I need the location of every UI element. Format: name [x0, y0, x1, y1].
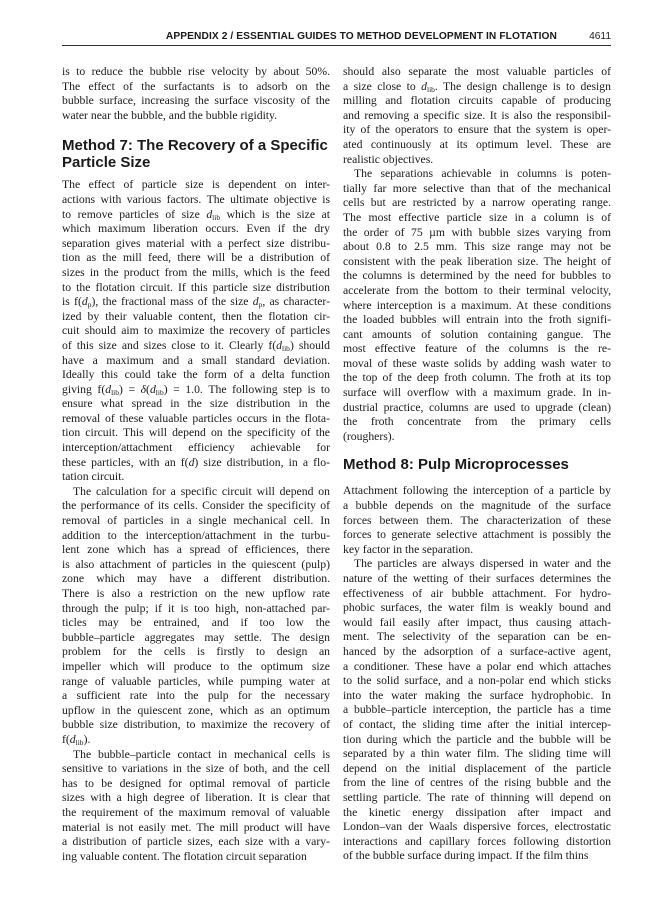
text-run: forces between them. The characterization of these	[343, 513, 611, 527]
text-run: the froth concentrate from the primary cells	[343, 415, 611, 429]
paragraph	[62, 748, 330, 865]
subscript: lib	[111, 387, 119, 397]
text-run: these particles, with an f(	[62, 455, 189, 469]
text-run: ) =	[118, 382, 141, 396]
text-run: to remove particles of size	[62, 207, 207, 221]
text-line	[62, 602, 330, 617]
text-run: actions with various factors. The ultimate objective is	[62, 192, 330, 206]
text-run: a bubble–particle interception, the particle has a time	[343, 703, 611, 717]
text-run: settling particle. The rate of thinning will depend on	[343, 790, 611, 804]
text-run: consistent with the peak liberation size. The height of	[343, 254, 611, 268]
text-line	[343, 328, 611, 343]
text-run: zone which may have a different distribution.	[62, 572, 330, 586]
text-run: (	[146, 382, 150, 396]
text-line	[62, 499, 330, 514]
text-line	[62, 397, 330, 412]
text-line	[62, 251, 330, 266]
text-line	[62, 529, 330, 544]
italic-symbol: d	[69, 732, 76, 746]
text-line	[343, 211, 611, 226]
text-line	[343, 357, 611, 372]
text-run: the kinetic energy dissipation after impact and	[343, 805, 611, 819]
text-run: ized by their valuable content, then the flotation cir-	[62, 309, 330, 323]
text-line	[62, 514, 330, 529]
text-run: which is the size at	[220, 207, 330, 221]
text-run: The particles are always dispersed in water and the	[354, 557, 611, 571]
text-line	[62, 281, 330, 296]
text-run: is to reduce the bubble rise velocity by about 50%.	[62, 65, 330, 78]
text-line	[343, 630, 611, 645]
text-line	[343, 342, 611, 357]
text-line	[343, 138, 611, 153]
text-run: The separations achievable in columns is poten-	[354, 167, 611, 181]
text-run: to the solid surface, and a non-polar end which sticks	[343, 674, 611, 688]
text-line	[62, 850, 330, 865]
text-line	[62, 777, 330, 792]
text-line	[343, 196, 611, 211]
text-run: range of valuable particles, while pumping water at	[62, 674, 330, 688]
right-column	[343, 65, 611, 864]
text-run: key factor in the separation.	[343, 542, 474, 556]
text-run: f(	[62, 732, 70, 746]
text-line	[62, 456, 330, 471]
text-run: ensure what spread in the size distribution in the	[62, 397, 330, 411]
text-line	[343, 65, 611, 80]
text-run: which maximum liberation occurs. Even if the dry	[62, 222, 330, 236]
text-run: ) should	[289, 338, 331, 352]
text-run: most effective feature of the columns is the re-	[343, 342, 611, 356]
intro-block	[62, 65, 330, 123]
subscript: lib	[75, 737, 84, 747]
text-line	[343, 762, 611, 777]
text-line	[343, 849, 611, 864]
text-run: is f(	[62, 295, 82, 309]
text-line	[62, 587, 330, 602]
text-run: have a maximum and a small standard deviation.	[62, 353, 330, 367]
text-line	[62, 660, 330, 675]
text-run: a conditioner. These have a polar end which attaches	[343, 659, 611, 673]
text-line	[62, 689, 330, 704]
text-run: hanced by the adsorption of a surface-active agent,	[343, 644, 611, 658]
text-run: interactions and capillary forces following distortion	[343, 834, 611, 848]
text-line	[62, 806, 330, 821]
text-line	[62, 222, 330, 237]
text-run: sensitive to variations in the size of both, and the cell	[62, 762, 330, 776]
text-run: There is also a restriction on the new upflow rate	[62, 587, 330, 600]
text-run: and removing a specific size. It is also the responsibil-	[343, 108, 611, 122]
text-line	[343, 153, 611, 168]
italic-symbol: d	[421, 79, 427, 93]
text-run: of contact, the sliding time after the initial intercep-	[343, 717, 611, 731]
text-line	[343, 284, 611, 299]
text-line	[62, 485, 330, 500]
text-line	[343, 645, 611, 660]
text-run: milling and flotation circuits capable of producing	[343, 94, 611, 108]
text-run: about 0.8 to 2.5 mm. This size range may not be	[343, 240, 611, 254]
text-run: a distribution of particle sizes, each size with a vary-	[62, 835, 330, 849]
text-run: impeller which will produce to the optimum size	[62, 659, 330, 673]
text-run: dustrial practice, columns are used to upgrade (clean)	[343, 400, 611, 414]
text-run: ) size distribution, in a flo-	[194, 455, 330, 469]
text-run: the performance of its cells. Consider the specificity of	[62, 499, 330, 513]
paragraph	[343, 557, 611, 863]
text-run: sizes in the product from the mills, which is the feed	[62, 265, 330, 279]
text-line	[343, 660, 611, 675]
text-line	[343, 776, 611, 791]
text-line	[62, 718, 330, 733]
text-line	[343, 616, 611, 631]
text-line	[343, 240, 611, 255]
page-number: 4611	[589, 31, 611, 42]
italic-symbol: d	[206, 207, 213, 221]
text-run: the order of 75 µm with bubble sizes varying from	[343, 225, 611, 239]
text-run: removal of particles in a single mechanical cell. In	[62, 514, 330, 528]
subscript: p	[87, 300, 92, 310]
text-run: a bubble depends on the magnitude of the surface	[343, 499, 611, 513]
text-line	[62, 208, 330, 223]
text-run: removal of these valuable particles occurs in the flota-	[62, 411, 330, 425]
text-run: problem for the cells is firstly to design an	[62, 645, 330, 659]
text-line	[62, 354, 330, 369]
text-line	[343, 299, 611, 314]
text-line	[343, 747, 611, 762]
text-run: realistic objectives.	[343, 152, 434, 166]
body-text-top	[343, 65, 611, 444]
text-run: cells but are restricted by a narrow operating range.	[343, 196, 611, 210]
text-run: of this size and sizes close to it. Clearly f(	[62, 338, 277, 352]
text-line	[343, 430, 611, 445]
text-line	[62, 237, 330, 252]
text-run: bubble surface, increasing the surface viscosity of the	[62, 94, 330, 108]
text-run: separation gives material with a perfect size distribu-	[62, 236, 330, 250]
text-run: The bubble–particle contact in mechanical cells is	[73, 747, 330, 761]
text-run: , as character-	[262, 295, 330, 309]
text-line	[62, 324, 330, 339]
body-text	[62, 178, 330, 864]
text-line	[343, 269, 611, 284]
text-run: interception/attachment efficiency achievable for	[62, 441, 330, 455]
text-line	[62, 426, 330, 441]
text-run: a sufficient rate into the pulp for the necessary	[62, 689, 330, 703]
text-run: the requirement of the maximum removal of valuable	[62, 805, 330, 819]
text-run: ).	[83, 732, 91, 746]
text-line	[343, 386, 611, 401]
text-run: bubble size distribution, to maximize the recovery of	[62, 718, 330, 732]
text-run: lent zone which has a spread of efficiences, there	[62, 543, 330, 557]
text-line	[343, 718, 611, 733]
text-line	[62, 310, 330, 325]
text-line	[62, 558, 330, 573]
text-run: water near the bubble, and the bubble rigidity.	[62, 108, 278, 122]
text-run: The most effective particle size in a column is of	[343, 210, 611, 224]
italic-symbol: δ	[140, 382, 147, 396]
text-run: bubble–particle aggregates may settle. The design	[62, 630, 330, 644]
subscript: lib	[155, 387, 164, 397]
text-line	[343, 167, 611, 182]
text-line	[62, 94, 330, 109]
text-line	[343, 703, 611, 718]
text-run: . The design challenge is to design	[434, 79, 611, 93]
text-run: the loaded bubbles will entrain into the froth signifi-	[343, 313, 611, 327]
text-run: giving f(	[62, 382, 106, 396]
text-run: cuit should aim to maximize the recovery of particles	[62, 324, 330, 338]
text-run: a size close to	[343, 79, 422, 93]
text-line	[62, 441, 330, 456]
text-run: effectiveness of air bubble attachment. For hydro-	[343, 586, 611, 600]
text-run: should also separate the most valuable particles of	[343, 65, 611, 78]
text-line	[62, 193, 330, 208]
heading-line: Method 7: The Recovery of a Specific	[62, 137, 328, 155]
text-line	[343, 182, 611, 197]
text-run: separated by a thin water film. The sliding time will	[343, 747, 611, 761]
italic-symbol: d	[105, 382, 112, 396]
text-line	[343, 528, 611, 543]
italic-symbol: d	[81, 295, 88, 309]
text-line	[343, 806, 611, 821]
text-line	[62, 368, 330, 383]
text-run: tially far more selective than that of the mechanical	[343, 181, 611, 195]
text-run: ated continuously at its optimum level. These are	[343, 137, 611, 151]
text-line	[62, 295, 330, 310]
text-line	[62, 645, 330, 660]
paragraph	[343, 167, 611, 444]
paragraph	[62, 65, 330, 123]
paragraph	[343, 484, 611, 557]
text-line	[62, 266, 330, 281]
text-line	[343, 820, 611, 835]
text-line	[62, 383, 330, 398]
text-line	[62, 835, 330, 850]
text-line	[62, 631, 330, 646]
paragraph	[62, 485, 330, 748]
text-run: from the line of centres of the rising bubble and the	[343, 776, 611, 790]
text-line	[62, 762, 330, 777]
text-run: cant amounts of solution containing gangue. The	[343, 327, 611, 341]
text-run: the columns is determined by the need for bubbles to	[343, 269, 611, 283]
text-run: addition to the interception/attachment in the turbu-	[62, 528, 330, 542]
text-line	[343, 791, 611, 806]
text-line	[343, 401, 611, 416]
text-line	[62, 791, 330, 806]
text-run: through the pulp; if it is too high, non-attached par-	[62, 601, 330, 615]
text-run: London–van der Waals dispersive forces, electrostatic	[343, 820, 611, 834]
text-run: depend on the initial displacement of the particle	[343, 761, 611, 775]
text-run: is also attachment of particles in the quiescent (pulp)	[62, 557, 330, 571]
heading-line: Method 8: Pulp Microprocesses	[343, 456, 569, 474]
text-run: Attachment following the interception of a particle by	[343, 484, 611, 498]
text-run: tion as the mill feed, there will be a distribution of	[62, 251, 330, 265]
text-line	[343, 543, 611, 558]
body-text	[343, 484, 611, 863]
text-run: the top of the deep froth column. The froth at its top	[343, 371, 611, 385]
subscript: lib	[212, 212, 221, 222]
text-run: of the bubble surface during impact. If the film thins	[343, 849, 589, 863]
text-line	[343, 499, 611, 514]
text-line	[343, 587, 611, 602]
text-run: ), the fractional mass of the size	[91, 295, 253, 309]
subscript: lib	[426, 84, 435, 94]
paragraph	[343, 65, 611, 167]
text-line	[343, 80, 611, 95]
text-run: phobic surfaces, the water film is weakly bound and	[343, 601, 611, 615]
italic-symbol: d	[149, 382, 156, 396]
text-line	[62, 543, 330, 558]
heading-line: Particle Size	[62, 154, 151, 172]
italic-symbol: d	[252, 295, 259, 309]
text-run: tation circuit.	[62, 470, 125, 484]
text-line	[62, 704, 330, 719]
section-heading-method-7	[62, 137, 330, 171]
text-run: ment. The selectivity of the separation can be en-	[343, 630, 611, 644]
text-run: to the flotation circuit. If this particle size distribution	[62, 280, 330, 294]
text-line	[343, 514, 611, 529]
running-header-title: APPENDIX 2 / ESSENTIAL GUIDES TO METHOD DEVELOPMENT IN FLOTATION	[165, 31, 557, 42]
text-run: surface will overflow with a maximum grade. In in-	[343, 386, 611, 400]
italic-symbol: d	[188, 455, 195, 469]
running-header	[62, 31, 611, 46]
text-line	[343, 226, 611, 241]
text-line	[343, 674, 611, 689]
text-run: would fail easily after impact, thus causing attach-	[343, 615, 611, 629]
text-line	[343, 313, 611, 328]
text-line	[343, 835, 611, 850]
text-line	[343, 557, 611, 572]
text-line	[62, 109, 330, 124]
text-line	[343, 123, 611, 138]
text-line	[62, 616, 330, 631]
text-run: ) = 1.0. The following step is to	[163, 382, 330, 396]
text-run: The effect of particle size is dependent on inter-	[62, 178, 330, 192]
italic-symbol: d	[276, 338, 283, 352]
text-run: sizes with a high degree of liberation. It is clear that	[62, 791, 330, 805]
paragraph	[62, 178, 330, 484]
text-line	[62, 80, 330, 95]
text-run: The effect of the surfactants is to adsorb on the	[62, 79, 330, 93]
text-line	[62, 470, 330, 485]
text-run: ticles may be entrained, and if too low the	[62, 616, 330, 630]
text-run: where interception is a maximum. At these conditions	[343, 298, 611, 312]
text-line	[343, 484, 611, 499]
text-run: tion circuit. This will depend on the specificity of the	[62, 426, 330, 440]
text-line	[343, 415, 611, 430]
text-line	[343, 572, 611, 587]
left-column	[62, 65, 330, 864]
text-line	[343, 689, 611, 704]
text-run: (roughers).	[343, 429, 395, 443]
text-line	[343, 109, 611, 124]
subscript: lib	[282, 343, 290, 353]
text-line	[62, 412, 330, 427]
text-run: Ideally this could take the form of a delta function	[62, 368, 330, 382]
text-line	[62, 572, 330, 587]
text-line	[343, 255, 611, 270]
subscript: p	[258, 300, 263, 310]
text-line	[343, 601, 611, 616]
text-run: tion during which the particle and the bubble will be	[343, 732, 611, 746]
text-run: forces to generate selective attachment is possibly the	[343, 528, 611, 542]
text-line	[62, 339, 330, 354]
text-run: upflow in the quiescent zone, which as an optimum	[62, 703, 330, 717]
section-heading-method-8	[343, 456, 611, 473]
text-run: The calculation for a specific circuit will depend on	[73, 484, 330, 498]
text-run: moval of these waste solids by adding wash water to	[343, 356, 611, 370]
text-run: material is not easily met. The mill product will have	[62, 820, 330, 834]
text-line	[62, 821, 330, 836]
text-run: ity of the operators to ensure that the system is oper-	[343, 123, 611, 137]
text-run: accelerate from the bottom to their terminal velocity,	[343, 283, 611, 297]
text-run: nature of the wetting of their surfaces determines the	[343, 572, 611, 585]
text-line	[343, 733, 611, 748]
text-line	[62, 675, 330, 690]
text-line	[343, 94, 611, 109]
text-run: ing valuable content. The flotation circuit separation	[62, 849, 307, 863]
text-line	[62, 733, 330, 748]
text-line	[62, 178, 330, 193]
text-line	[62, 748, 330, 763]
text-line	[62, 65, 330, 80]
text-run: has to be designed for optimal removal of particle	[62, 776, 330, 790]
text-run: into the water making the surface hydrophobic. In	[343, 688, 611, 702]
text-line	[343, 371, 611, 386]
